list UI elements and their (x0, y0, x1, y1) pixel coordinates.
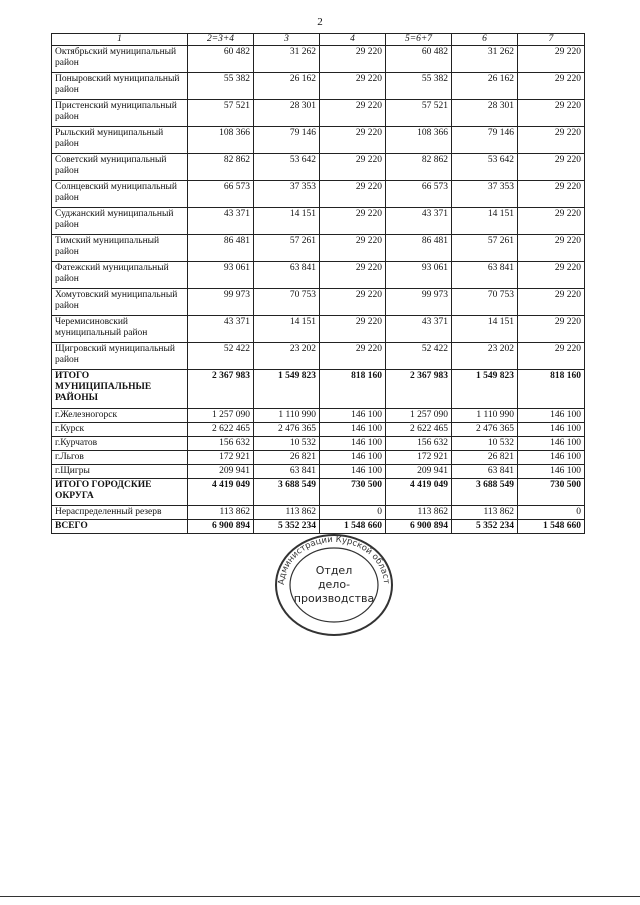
value-cell: 1 110 990 (452, 409, 518, 423)
value-cell: 1 548 660 (518, 520, 585, 534)
value-cell: 29 220 (518, 235, 585, 262)
table-row (52, 316, 585, 343)
row-name: Октябрьский муниципальный район (52, 46, 188, 73)
value-cell: 86 481 (188, 235, 254, 262)
value-cell: 1 549 823 (452, 370, 518, 409)
value-cell: 29 220 (320, 100, 386, 127)
value-cell: 29 220 (518, 208, 585, 235)
value-cell: 29 220 (320, 181, 386, 208)
table-row (52, 154, 585, 181)
value-cell: 29 220 (518, 127, 585, 154)
value-cell: 57 521 (386, 100, 452, 127)
value-cell: 2 622 465 (188, 423, 254, 437)
table-row (52, 506, 585, 520)
row-name: Пристенский муниципальный район (52, 100, 188, 127)
value-cell: 29 220 (320, 316, 386, 343)
value-cell: 818 160 (518, 370, 585, 409)
value-cell: 4 419 049 (188, 479, 254, 506)
value-cell: 146 100 (518, 451, 585, 465)
value-cell: 1 549 823 (254, 370, 320, 409)
value-cell: 60 482 (386, 46, 452, 73)
value-cell: 28 301 (254, 100, 320, 127)
value-cell: 29 220 (518, 262, 585, 289)
row-name: Фатежский муниципальный район (52, 262, 188, 289)
value-cell: 53 642 (452, 154, 518, 181)
row-name: Тимский муниципальный район (52, 235, 188, 262)
row-name: г.Курчатов (52, 437, 188, 451)
value-cell: 209 941 (188, 465, 254, 479)
value-cell: 10 532 (254, 437, 320, 451)
value-cell: 29 220 (518, 316, 585, 343)
table-row (52, 465, 585, 479)
row-name: Хомутовский муниципальный район (52, 289, 188, 316)
row-name: Суджанский муниципальный район (52, 208, 188, 235)
row-name: Рыльский муниципальный район (52, 127, 188, 154)
value-cell: 70 753 (452, 289, 518, 316)
value-cell: 10 532 (452, 437, 518, 451)
table-row (52, 208, 585, 235)
value-cell: 146 100 (320, 423, 386, 437)
value-cell: 29 220 (320, 127, 386, 154)
value-cell: 57 521 (188, 100, 254, 127)
value-cell: 99 973 (386, 289, 452, 316)
value-cell: 57 261 (254, 235, 320, 262)
header-cell: 7 (518, 34, 585, 46)
value-cell: 108 366 (386, 127, 452, 154)
header-cell: 3 (254, 34, 320, 46)
table-row (52, 423, 585, 437)
value-cell: 29 220 (518, 46, 585, 73)
table-row (52, 289, 585, 316)
value-cell: 63 841 (254, 465, 320, 479)
value-cell: 0 (320, 506, 386, 520)
value-cell: 14 151 (452, 208, 518, 235)
value-cell: 26 162 (254, 73, 320, 100)
value-cell: 63 841 (452, 262, 518, 289)
value-cell: 29 220 (518, 181, 585, 208)
value-cell: 29 220 (320, 154, 386, 181)
table-row (52, 343, 585, 370)
value-cell: 26 821 (452, 451, 518, 465)
value-cell: 29 220 (320, 343, 386, 370)
row-name: г.Железногорск (52, 409, 188, 423)
value-cell: 55 382 (188, 73, 254, 100)
header-row (52, 34, 585, 46)
value-cell: 172 921 (188, 451, 254, 465)
value-cell: 82 862 (188, 154, 254, 181)
value-cell: 57 261 (452, 235, 518, 262)
value-cell: 52 422 (188, 343, 254, 370)
value-cell: 29 220 (320, 46, 386, 73)
table-row (52, 100, 585, 127)
value-cell: 43 371 (386, 208, 452, 235)
value-cell: 818 160 (320, 370, 386, 409)
table-row (52, 370, 585, 409)
value-cell: 37 353 (254, 181, 320, 208)
value-cell: 14 151 (254, 316, 320, 343)
value-cell: 52 422 (386, 343, 452, 370)
value-cell: 93 061 (188, 262, 254, 289)
value-cell: 63 841 (254, 262, 320, 289)
value-cell: 29 220 (320, 73, 386, 100)
table-row (52, 262, 585, 289)
value-cell: 60 482 (188, 46, 254, 73)
value-cell: 0 (518, 506, 585, 520)
table-row (52, 437, 585, 451)
value-cell: 2 367 983 (386, 370, 452, 409)
value-cell: 93 061 (386, 262, 452, 289)
value-cell: 4 419 049 (386, 479, 452, 506)
stamp-ring-text: Администрации Курской област (276, 534, 392, 586)
row-name: г.Курск (52, 423, 188, 437)
value-cell: 146 100 (320, 437, 386, 451)
table-row (52, 46, 585, 73)
value-cell: 146 100 (518, 437, 585, 451)
value-cell: 5 352 234 (452, 520, 518, 534)
header-cell: 5=6+7 (386, 34, 452, 46)
value-cell: 86 481 (386, 235, 452, 262)
value-cell: 3 688 549 (452, 479, 518, 506)
office-stamp (270, 530, 398, 640)
value-cell: 26 162 (452, 73, 518, 100)
value-cell: 108 366 (188, 127, 254, 154)
value-cell: 79 146 (254, 127, 320, 154)
header-cell: 1 (52, 34, 188, 46)
value-cell: 55 382 (386, 73, 452, 100)
row-name: Черемисиновский муниципальный район (52, 316, 188, 343)
row-name: г.Щигры (52, 465, 188, 479)
value-cell: 2 476 365 (254, 423, 320, 437)
value-cell: 99 973 (188, 289, 254, 316)
value-cell: 29 220 (518, 100, 585, 127)
value-cell: 37 353 (452, 181, 518, 208)
value-cell: 14 151 (452, 316, 518, 343)
value-cell: 29 220 (320, 235, 386, 262)
value-cell: 113 862 (452, 506, 518, 520)
value-cell: 730 500 (320, 479, 386, 506)
header-cell: 2=3+4 (188, 34, 254, 46)
value-cell: 28 301 (452, 100, 518, 127)
row-name: г.Льгов (52, 451, 188, 465)
row-name: Щигровский муниципальный район (52, 343, 188, 370)
value-cell: 79 146 (452, 127, 518, 154)
page-number: 2 (317, 16, 323, 28)
value-cell: 31 262 (254, 46, 320, 73)
value-cell: 146 100 (320, 451, 386, 465)
value-cell: 5 352 234 (254, 520, 320, 534)
value-cell: 70 753 (254, 289, 320, 316)
value-cell: 43 371 (386, 316, 452, 343)
value-cell: 146 100 (518, 465, 585, 479)
value-cell: 156 632 (188, 437, 254, 451)
table-row (52, 127, 585, 154)
row-name: Советский муниципальный район (52, 154, 188, 181)
header-cell: 6 (452, 34, 518, 46)
budget-table (51, 33, 585, 534)
value-cell: 1 110 990 (254, 409, 320, 423)
value-cell: 66 573 (386, 181, 452, 208)
value-cell: 43 371 (188, 316, 254, 343)
value-cell: 146 100 (320, 465, 386, 479)
value-cell: 1 257 090 (188, 409, 254, 423)
value-cell: 31 262 (452, 46, 518, 73)
header-cell: 4 (320, 34, 386, 46)
value-cell: 2 367 983 (188, 370, 254, 409)
value-cell: 113 862 (188, 506, 254, 520)
row-name: ИТОГО ГОРОДСКИЕ ОКРУГА (52, 479, 188, 506)
value-cell: 6 900 894 (386, 520, 452, 534)
row-name: Поныровский муниципальный район (52, 73, 188, 100)
stamp-line: производства (293, 592, 375, 605)
value-cell: 3 688 549 (254, 479, 320, 506)
value-cell: 53 642 (254, 154, 320, 181)
table-row (52, 451, 585, 465)
row-name: Солнцевский муниципальный район (52, 181, 188, 208)
value-cell: 172 921 (386, 451, 452, 465)
value-cell: 113 862 (254, 506, 320, 520)
value-cell: 1 548 660 (320, 520, 386, 534)
value-cell: 29 220 (518, 73, 585, 100)
value-cell: 146 100 (320, 409, 386, 423)
table-row (52, 181, 585, 208)
footer-divider (0, 896, 640, 897)
value-cell: 146 100 (518, 423, 585, 437)
table-row (52, 73, 585, 100)
value-cell: 2 476 365 (452, 423, 518, 437)
value-cell: 23 202 (452, 343, 518, 370)
stamp-line: Отдел (315, 564, 353, 577)
table-row (52, 479, 585, 506)
value-cell: 113 862 (386, 506, 452, 520)
value-cell: 209 941 (386, 465, 452, 479)
value-cell: 730 500 (518, 479, 585, 506)
value-cell: 1 257 090 (386, 409, 452, 423)
stamp-line: дело- (317, 578, 351, 591)
value-cell: 146 100 (518, 409, 585, 423)
value-cell: 82 862 (386, 154, 452, 181)
value-cell: 29 220 (518, 343, 585, 370)
row-name: Нераспределенный резерв (52, 506, 188, 520)
value-cell: 6 900 894 (188, 520, 254, 534)
table-row (52, 409, 585, 423)
value-cell: 63 841 (452, 465, 518, 479)
value-cell: 66 573 (188, 181, 254, 208)
value-cell: 29 220 (320, 262, 386, 289)
value-cell: 29 220 (320, 208, 386, 235)
value-cell: 14 151 (254, 208, 320, 235)
row-name: ВСЕГО (52, 520, 188, 534)
value-cell: 29 220 (518, 289, 585, 316)
value-cell: 29 220 (518, 154, 585, 181)
table-row (52, 235, 585, 262)
value-cell: 26 821 (254, 451, 320, 465)
value-cell: 2 622 465 (386, 423, 452, 437)
value-cell: 29 220 (320, 289, 386, 316)
value-cell: 23 202 (254, 343, 320, 370)
value-cell: 43 371 (188, 208, 254, 235)
row-name: ИТОГО МУНИЦИПАЛЬНЫЕ РАЙОНЫ (52, 370, 188, 409)
value-cell: 156 632 (386, 437, 452, 451)
